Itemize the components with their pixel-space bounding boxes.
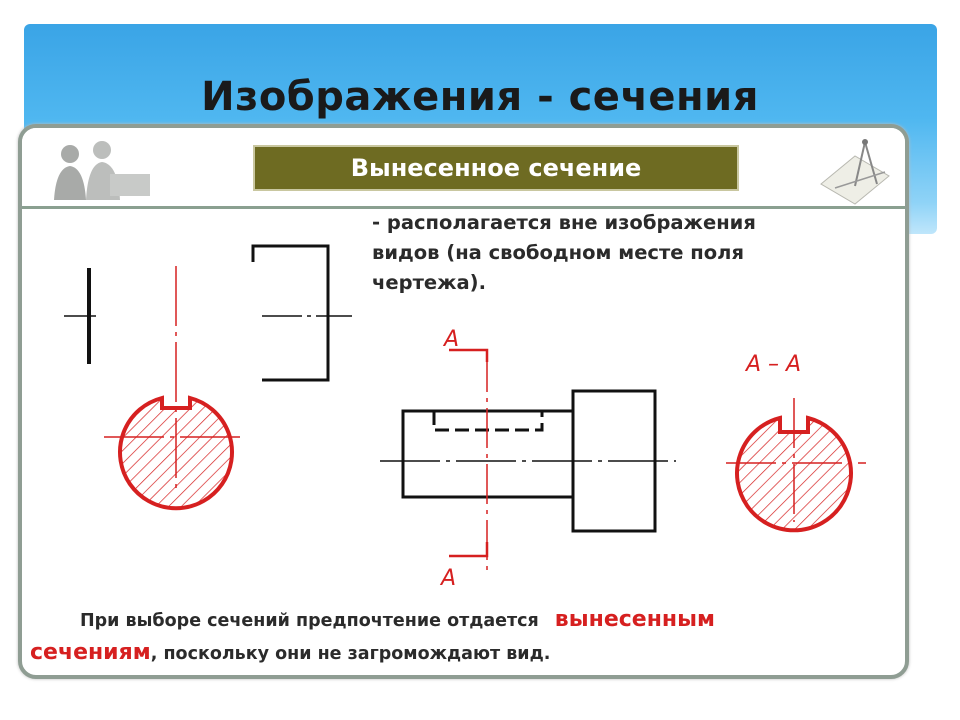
main-shaft-view xyxy=(380,327,676,591)
description-line: видов (на свободном месте поля xyxy=(372,241,744,264)
footer-text: При выборе сечений предпочтение отдается xyxy=(80,611,539,631)
footer-line-2 xyxy=(30,640,550,665)
section-type-label: Вынесенное сечение xyxy=(253,145,739,191)
cut-label-bottom: А xyxy=(441,566,457,591)
footer-highlight: сечениям xyxy=(30,640,151,665)
description-line: чертежа). xyxy=(372,271,486,294)
removed-section xyxy=(726,352,866,530)
footer-line-1 xyxy=(80,607,715,632)
footer-text: , поскольку они не загромождают вид. xyxy=(150,644,551,664)
description-line: - располагается вне изображения xyxy=(372,211,756,234)
footer-highlight: вынесенным xyxy=(554,607,715,632)
section-title-label: А – А xyxy=(746,352,802,377)
left-view-shaft xyxy=(64,246,352,380)
cut-label-top: А xyxy=(444,327,460,352)
section-on-trace-line xyxy=(104,266,244,508)
slide-title: Изображения - сечения xyxy=(201,74,759,120)
